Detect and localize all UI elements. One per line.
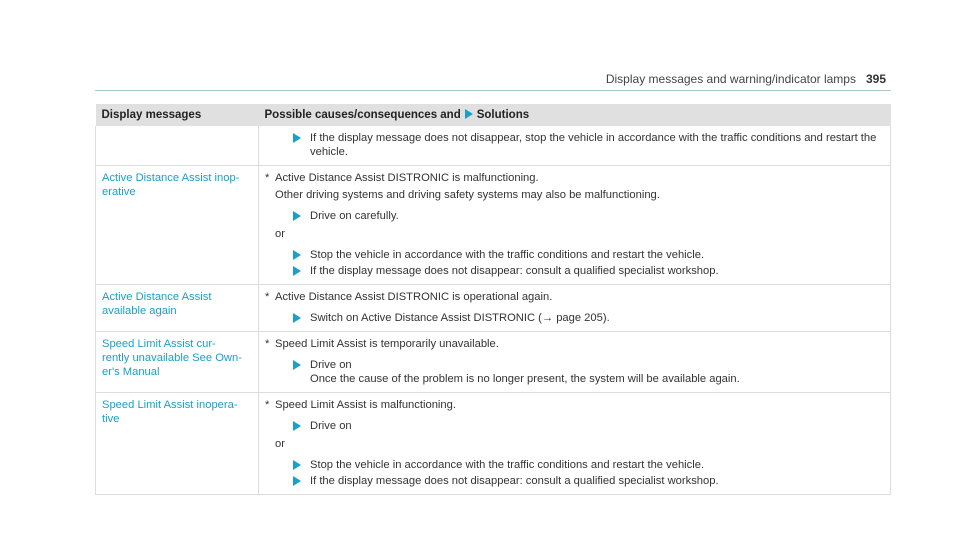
arrow-right-icon (293, 360, 301, 370)
arrow-right-icon (293, 266, 301, 276)
arrow-right-icon (293, 460, 301, 470)
message-text-line2: erative (102, 186, 136, 199)
action-step: Stop the vehicle in accordance with the traffic conditions and restart the vehicle. (293, 248, 884, 262)
message-cell (96, 166, 259, 285)
arrow-right-icon (293, 133, 301, 143)
table-row (96, 166, 891, 285)
table-row (96, 126, 891, 166)
solution-cell (259, 332, 891, 393)
section-title: Display messages and warning/indicator lamps (605, 72, 856, 86)
table-row (96, 332, 891, 393)
message-text-line1: Active Distance Assist inop- (102, 172, 240, 185)
solution-cell (259, 393, 891, 495)
cause-text: * Active Distance Assist DISTRONIC is operational again. (265, 291, 553, 304)
cause-text: * Active Distance Assist DISTRONIC is malfunctioning. (265, 172, 539, 185)
solution-cell (259, 126, 891, 166)
col-header-solutions: Solutions (476, 109, 530, 121)
arrow-right-icon (293, 211, 301, 221)
message-text-line2: rently unavailable See Own- (102, 352, 242, 365)
message-text-line1: Speed Limit Assist inopera- (102, 399, 238, 412)
message-cell (96, 393, 259, 495)
page-number: 395 (865, 72, 886, 86)
cause-text: * Speed Limit Assist is malfunctioning. (265, 399, 456, 412)
solution-cell (259, 166, 891, 285)
arrow-right-icon (293, 421, 301, 431)
action-step: If the display message does not disappear: consult a qualified specialist workshop. (293, 264, 884, 278)
action-step: Stop the vehicle in accordance with the traffic conditions and restart the vehicle. (293, 458, 884, 472)
col-header-causes: Possible causes/consequences and (264, 109, 461, 121)
table-row (96, 285, 891, 332)
note-text: Other driving systems and driving safety systems may also be malfunctioning. (275, 189, 660, 202)
action-step: Drive on Once the cause of the problem is no longer present, the system will be available again. (293, 358, 884, 386)
table-header-row (96, 104, 891, 126)
display-messages-table (95, 104, 891, 495)
arrow-right-icon (293, 250, 301, 260)
message-text-line1: Active Distance Assist (102, 291, 212, 304)
message-text-line3: er's Manual (102, 366, 160, 379)
or-text: or (275, 438, 285, 451)
action-step: If the display message does not disappear: consult a qualified specialist workshop. (293, 474, 884, 488)
message-cell (96, 285, 259, 332)
message-cell (96, 332, 259, 393)
action-step: Drive on (293, 419, 884, 433)
page-header (606, 72, 886, 86)
arrow-right-icon (293, 476, 301, 486)
arrow-right-icon (465, 109, 473, 119)
action-step: Switch on Active Distance Assist DISTRONIC (→ page 205). (293, 311, 884, 325)
action-step: Drive on carefully. (293, 209, 884, 223)
or-text: or (275, 228, 285, 241)
message-text-line2: tive (102, 413, 120, 426)
message-cell (96, 126, 259, 166)
table-row (96, 393, 891, 495)
solution-cell (259, 285, 891, 332)
header-rule (95, 90, 891, 91)
action-step: If the display message does not disappear, stop the vehicle in accordance with the traffic conditions and restart the vehicle. (293, 131, 884, 159)
message-text-line2: available again (102, 305, 177, 318)
message-text-line1: Speed Limit Assist cur- (102, 338, 216, 351)
arrow-right-icon (293, 313, 301, 323)
col-header-display-messages: Display messages (96, 104, 259, 126)
col-header-causes-solutions (259, 104, 891, 126)
cause-text: * Speed Limit Assist is temporarily unavailable. (265, 338, 499, 351)
